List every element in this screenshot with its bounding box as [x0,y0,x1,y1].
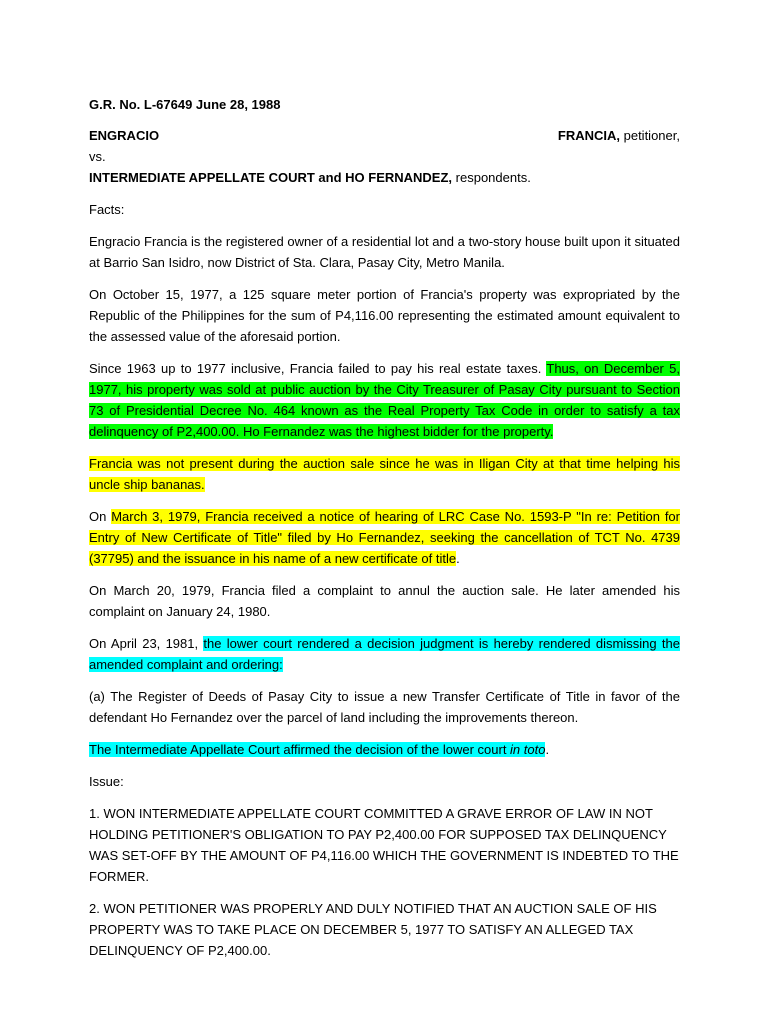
facts-paragraph-9 [89,739,680,760]
facts-paragraph-3 [89,358,680,442]
versus-label: vs. [89,149,106,164]
petitioner-role: petitioner, [620,128,680,143]
yellow-highlight: Francia was not present during the auction sale since he was in Iligan City at that time helping his uncle ship bananas. [89,456,680,492]
cyan-highlight: The Intermediate Appellate Court affirmed the decision of the lower court [89,742,511,757]
cyan-highlight-italic: in toto [510,742,546,757]
petitioner-first-name: ENGRACIO [89,128,160,143]
facts-paragraph-6: On March 20, 1979, Francia filed a complaint to annul the auction sale. He later amended his complaint on January 24, 1980. [89,583,680,619]
petitioner-surname: FRANCIA, [557,128,620,143]
facts-paragraph-5-end: . [456,551,460,566]
cyan-highlight: the lower court rendered a decision judgment is hereby rendered dismissing the amended complaint and ordering: [89,636,680,672]
facts-paragraph-5 [89,506,680,569]
respondents-names: INTERMEDIATE APPELLATE COURT and HO FERNANDEZ, [89,170,453,185]
facts-heading: Facts: [89,202,125,217]
facts-paragraph-9-end: . [545,742,550,757]
facts-paragraph-3-text: Since 1963 up to 1977 inclusive, Francia failed to pay his real estate taxes. [89,361,547,376]
facts-paragraph-1: Engracio Francia is the registered owner of a residential lot and a two-story house built upon it situated at Barrio San Isidro, now District of Sta. Clara, Pasay City, Metro Manila. [89,234,680,270]
facts-paragraph-2: On October 15, 1977, a 125 square meter portion of Francia's property was expropriated by the Republic of the Philippines for the sum of P4,116.00 representing the estimated amount equivalent to the assessed value of the aforesaid portion. [89,287,680,344]
petitioner-name-block [558,125,680,146]
issue-2: 2. WON PETITIONER WAS PROPERLY AND DULY NOTIFIED THAT AN AUCTION SALE OF HIS PROPERTY WAS TO TAKE PLACE ON DECEMBER 5, 1977 TO SATISFY AN ALLEGED TAX DELINQUENCY OF P2,400.00. [89,901,657,958]
facts-paragraph-7-start: On April 23, 1981, [89,636,204,651]
issue-heading: Issue: [89,774,124,789]
facts-paragraph-5-start: On [89,509,112,524]
facts-paragraph-7 [89,633,680,675]
respondents-line [89,167,680,188]
facts-paragraph-4 [89,453,680,495]
petitioner-line [89,125,680,146]
case-number: G.R. No. L-67649 June 28, 1988 [89,97,281,112]
green-highlight: Thus, on December 5, 1977, his property was sold at public auction by the City Treasurer of Pasay City pursuant to Section 73 of Presidential Decree No. 464 known as the Real Property Tax Code in order to satisfy a tax delinquency of P2,400.00. Ho Fernandez was the highest bidder for the property. [89,361,681,439]
respondents-role: respondents. [452,170,531,185]
yellow-highlight: March 3, 1979, Francia received a notice of hearing of LRC Case No. 1593-P "In re: Petition for Entry of New Certificate of Title" filed by Ho Fernandez, seeking the cancellation of TCT No. 4739 (37795) and the issuance in his name of a new certificate of title [89,509,680,566]
facts-paragraph-8: (a) The Register of Deeds of Pasay City to issue a new Transfer Certificate of Title in favor of the defendant Ho Fernandez over the parcel of land including the improvements thereon. [89,689,680,725]
issue-1: 1. WON INTERMEDIATE APPELLATE COURT COMMITTED A GRAVE ERROR OF LAW IN NOT HOLDING PETITIONER'S OBLIGATION TO PAY P2,400.00 FOR SUPPOSED TAX DELINQUENCY WAS SET-OFF BY THE AMOUNT OF P4,116.00 WHICH THE GOVERNMENT IS INDEBTED TO THE FORMER. [89,806,679,884]
